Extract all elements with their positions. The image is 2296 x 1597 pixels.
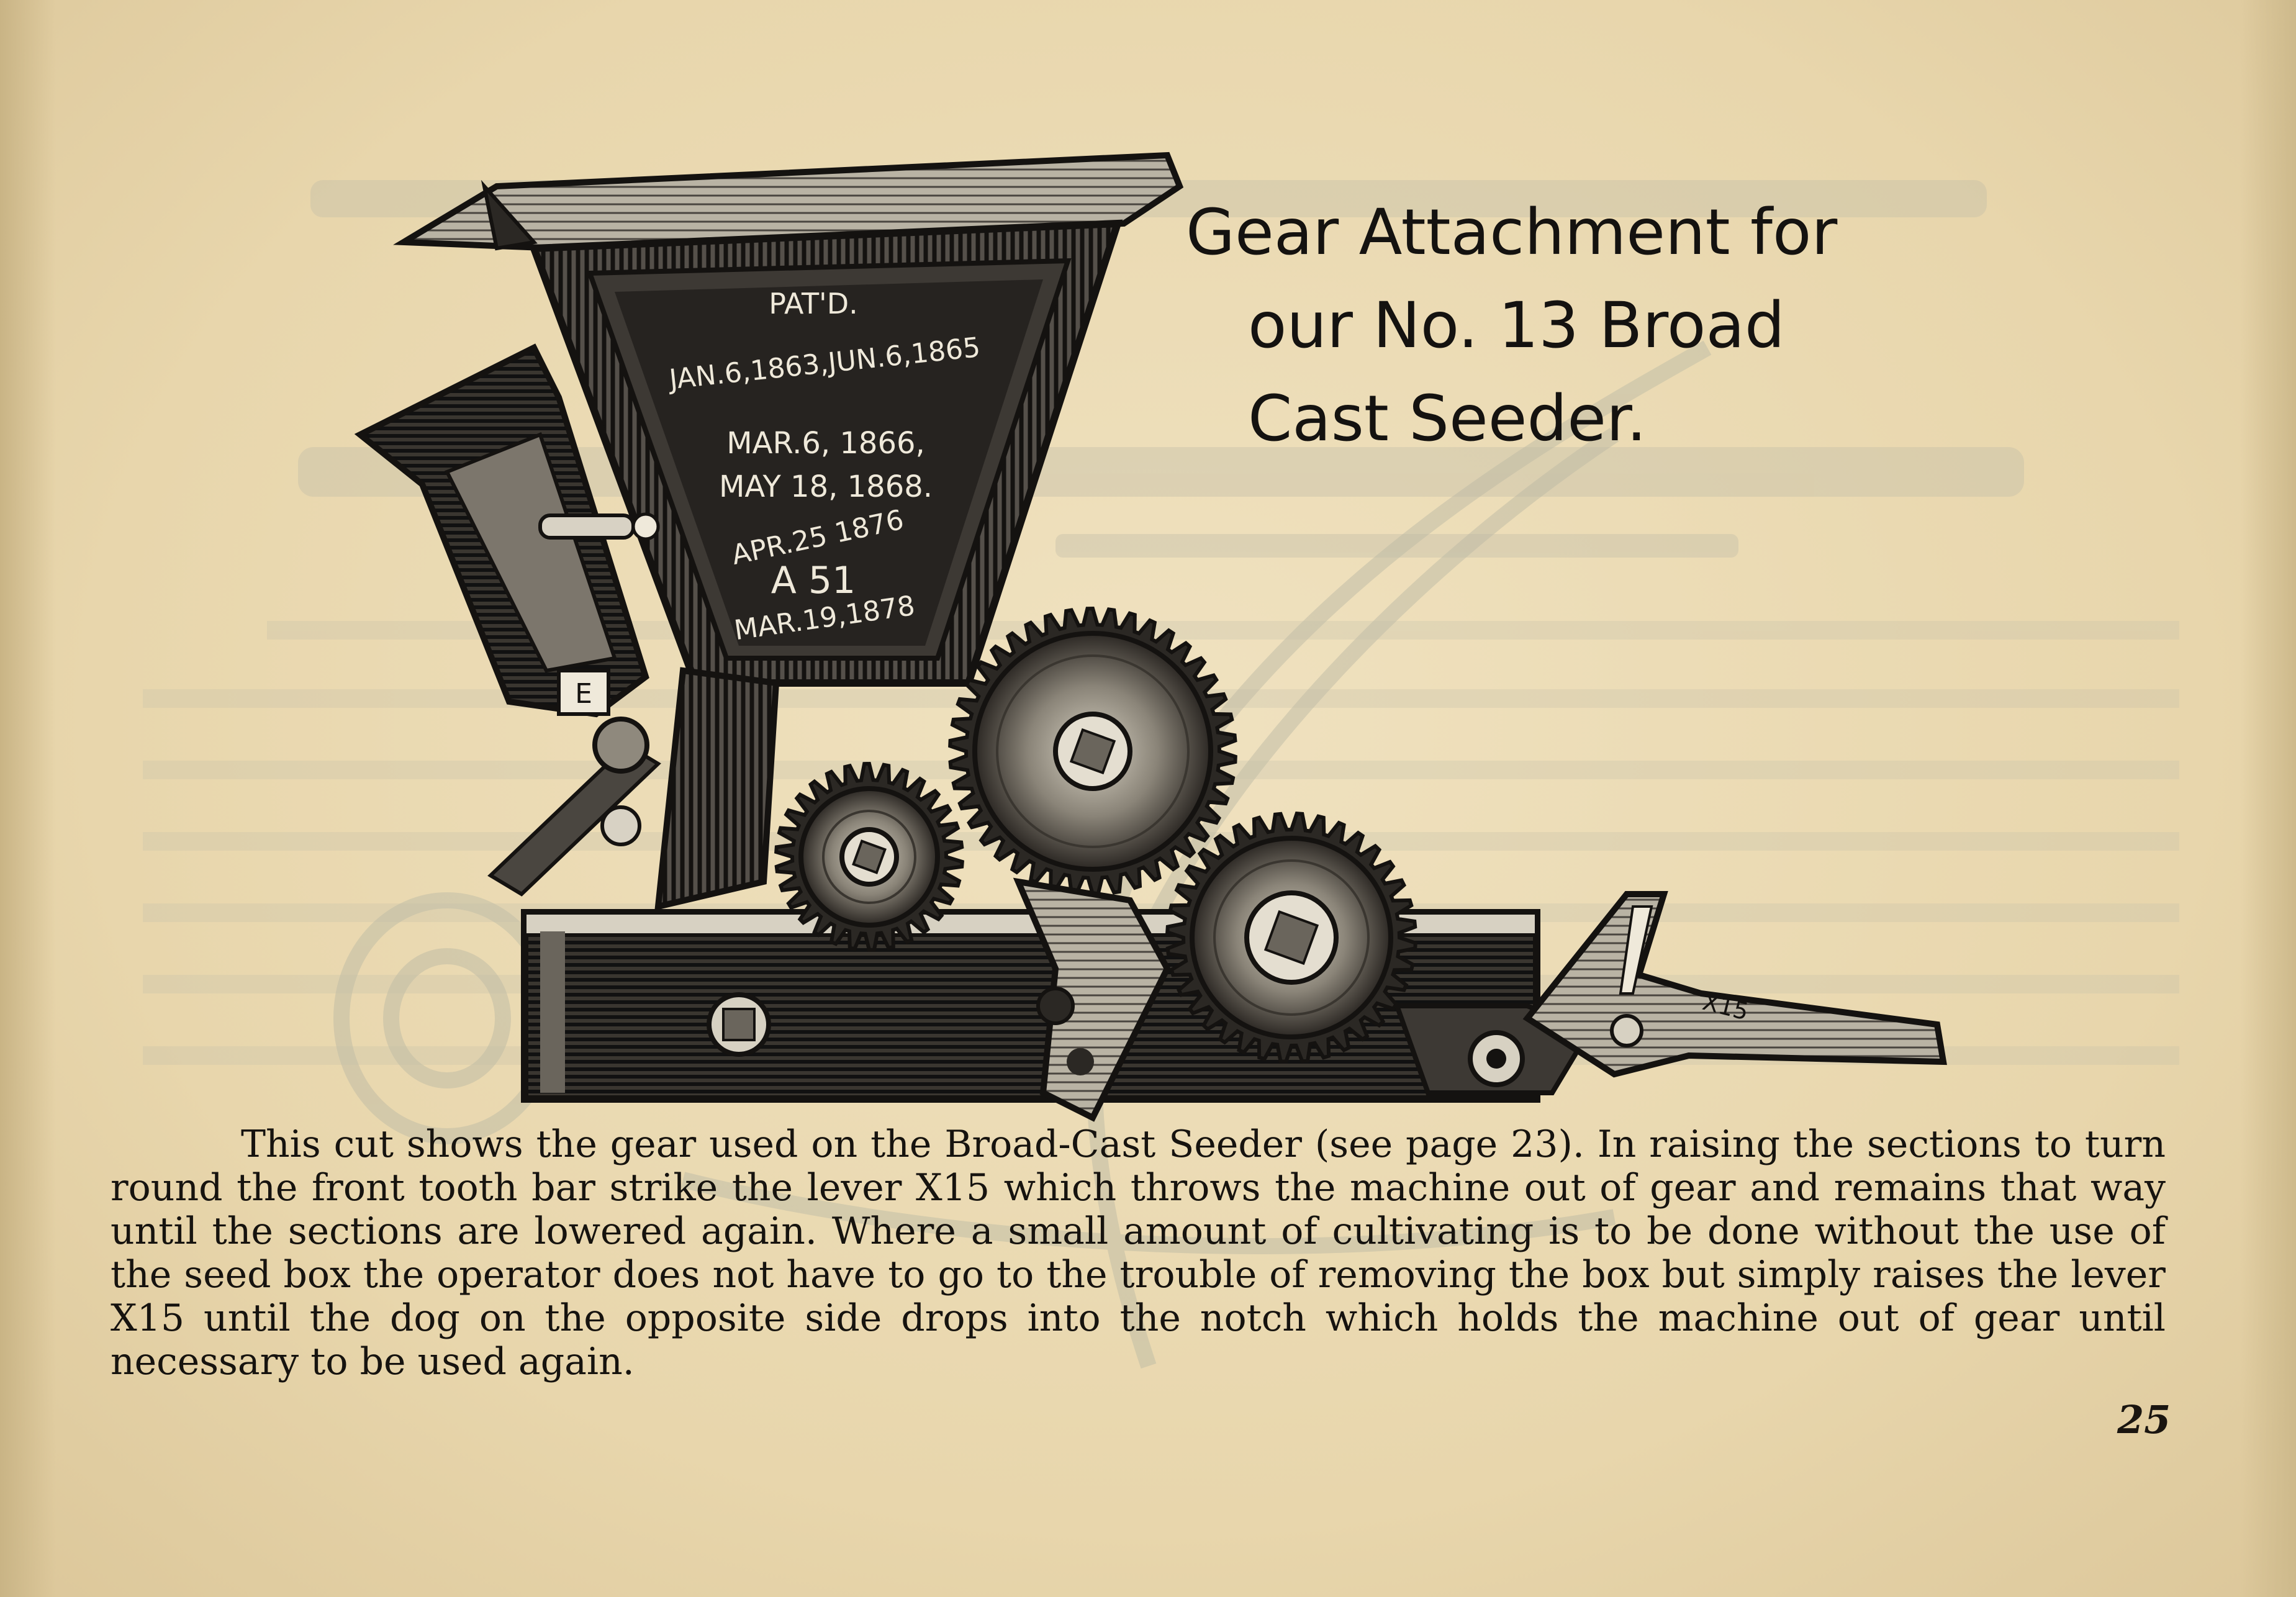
part-label-e: E <box>575 678 592 710</box>
patent-line-7: MAR.19,1878 <box>732 589 917 647</box>
patent-line-5: APR.25 1876 <box>728 504 906 572</box>
large-gear <box>950 608 1236 894</box>
patent-line-1: PAT'D. <box>769 287 858 320</box>
cam-bolt <box>1067 1048 1094 1075</box>
patent-line-2: JAN.6,1863,JUN.6,1865 <box>667 331 982 396</box>
page-heading <box>1186 186 1993 466</box>
page-number: 25 <box>2117 1397 2171 1442</box>
patent-line-6: A 51 <box>771 559 856 602</box>
description-paragraph <box>111 1123 2166 1383</box>
hopper-neck <box>658 671 776 907</box>
heading-line-2: our No. 13 Broad <box>1248 289 1785 363</box>
lower-gear <box>1167 813 1416 1062</box>
patent-line-3: MAR.6, 1866, <box>726 426 925 461</box>
cam-pivot <box>1038 989 1073 1023</box>
heading-line-3: Cast Seeder. <box>1248 382 1647 456</box>
description-text: This cut shows the gear used on the Broad-Cast Seeder (see page 23). In raising the sections to turn round the front tooth bar strike the lever X15 which throws the machine out of gear and remains that way until the sections are lowered again. Where a small amount of cultivating is to be done without the use of the seed box the operator does not have to go to the trouble of removing the box but simply raises the lever X15 until the dog on the opposite side drops into the notch which holds the machine out of gear until necessary to be used again. <box>111 1123 2166 1383</box>
heading-line-1: Gear Attachment for <box>1186 196 1838 269</box>
patent-line-4: MAY 18, 1868. <box>718 469 933 504</box>
part-label-x15: X15 <box>1699 988 1751 1026</box>
